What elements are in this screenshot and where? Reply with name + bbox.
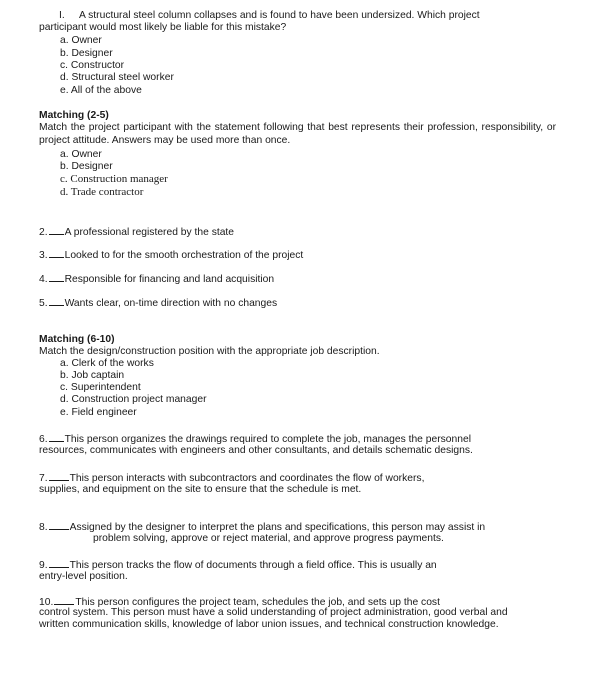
q6-number: 6. (39, 434, 48, 445)
q1-option-a: a. Owner (60, 35, 102, 46)
q10-number: 10. (39, 597, 54, 608)
q2-number: 2. (39, 227, 48, 238)
q7-text-line1: This person interacts with subcontractors and coordinates the flow of workers, (69, 473, 425, 484)
q7-line1 (39, 471, 424, 484)
q8-text-line2: problem solving, approve or reject material, and approve progress payments. (93, 533, 444, 544)
matching2-instruction: Match the design/construction position with the appropriate job description. (39, 346, 380, 357)
q6-text-line1: This person organizes the drawings required to complete the job, manages the personnel (64, 434, 471, 445)
q8-line1 (39, 520, 485, 533)
q9-answer-blank[interactable] (49, 558, 69, 568)
q4-text: Responsible for financing and land acquisition (64, 274, 275, 285)
q5-answer-blank[interactable] (49, 296, 64, 306)
matching2-option-e: e. Field engineer (60, 407, 137, 418)
q8-text-line1: Assigned by the designer to interpret the plans and specifications, this person may assist in (69, 522, 486, 533)
q9-number: 9. (39, 560, 48, 571)
matching2-option-a: a. Clerk of the works (60, 358, 154, 369)
q6-answer-blank[interactable] (49, 432, 64, 442)
q10-text-line1: This person configures the project team, schedules the job, and sets up the cost (75, 597, 440, 608)
q8-answer-blank[interactable] (49, 520, 69, 530)
q1-option-e: e. All of the above (60, 85, 142, 96)
q7-answer-blank[interactable] (49, 471, 69, 481)
q9-text-line1: This person tracks the flow of documents through a field office. This is usually an (69, 560, 437, 571)
q7-text-line2: supplies, and equipment on the site to ensure that the schedule is met. (39, 484, 362, 495)
q10-text-line2: control system. This person must have a solid understanding of project administration, good verbal and (39, 607, 508, 618)
matching1-option-a: a. Owner (60, 149, 102, 160)
q4-number: 4. (39, 274, 48, 285)
q5-number: 5. (39, 298, 48, 309)
q2-text: A professional registered by the state (64, 227, 235, 238)
q9-text-line2: entry-level position. (39, 571, 128, 582)
matching1-heading: Matching (2-5) (39, 110, 109, 121)
q10-answer-blank[interactable] (54, 595, 74, 605)
q1-text-line1: A structural steel column collapses and is found to have been undersized. Which project (79, 10, 480, 21)
q3-number: 3. (39, 250, 48, 261)
q5-item (39, 296, 277, 309)
matching1-option-c: c. Construction manager (60, 173, 168, 185)
q9-line1 (39, 558, 437, 571)
q2-item (39, 225, 234, 238)
matching2-heading: Matching (6-10) (39, 334, 115, 345)
q10-text-line3: written communication skills, knowledge of labor union issues, and technical construction knowledge. (39, 619, 499, 630)
q3-item (39, 248, 303, 261)
matching2-option-d: d. Construction project manager (60, 394, 207, 405)
q4-answer-blank[interactable] (49, 272, 64, 282)
q1-option-c: c. Constructor (60, 60, 125, 71)
q4-item (39, 272, 274, 285)
q5-text: Wants clear, on-time direction with no changes (64, 298, 278, 309)
matching1-option-b: b. Designer (60, 161, 113, 172)
q3-answer-blank[interactable] (49, 248, 64, 258)
q1-number: I. (59, 10, 65, 21)
q1-option-d: d. Structural steel worker (60, 72, 174, 83)
matching2-option-b: b. Job captain (60, 370, 125, 381)
matching1-instruction: Match the project participant with the statement following that best represents their profession, responsibility, or project attitude. Answers may be used more than once. (39, 122, 556, 146)
q1-option-b: b. Designer (60, 48, 113, 59)
q6-line1 (39, 432, 471, 445)
q7-number: 7. (39, 473, 48, 484)
q8-number: 8. (39, 522, 48, 533)
matching1-option-d: d. Trade contractor (60, 186, 144, 198)
q6-text-line2: resources, communicates with engineers and other consultants, and details schematic designs. (39, 445, 473, 456)
q3-text: Looked to for the smooth orchestration of the project (64, 250, 304, 261)
q1-text-line2: participant would most likely be liable for this mistake? (39, 22, 287, 33)
q2-answer-blank[interactable] (49, 225, 64, 235)
matching2-option-c: c. Superintendent (60, 382, 141, 393)
